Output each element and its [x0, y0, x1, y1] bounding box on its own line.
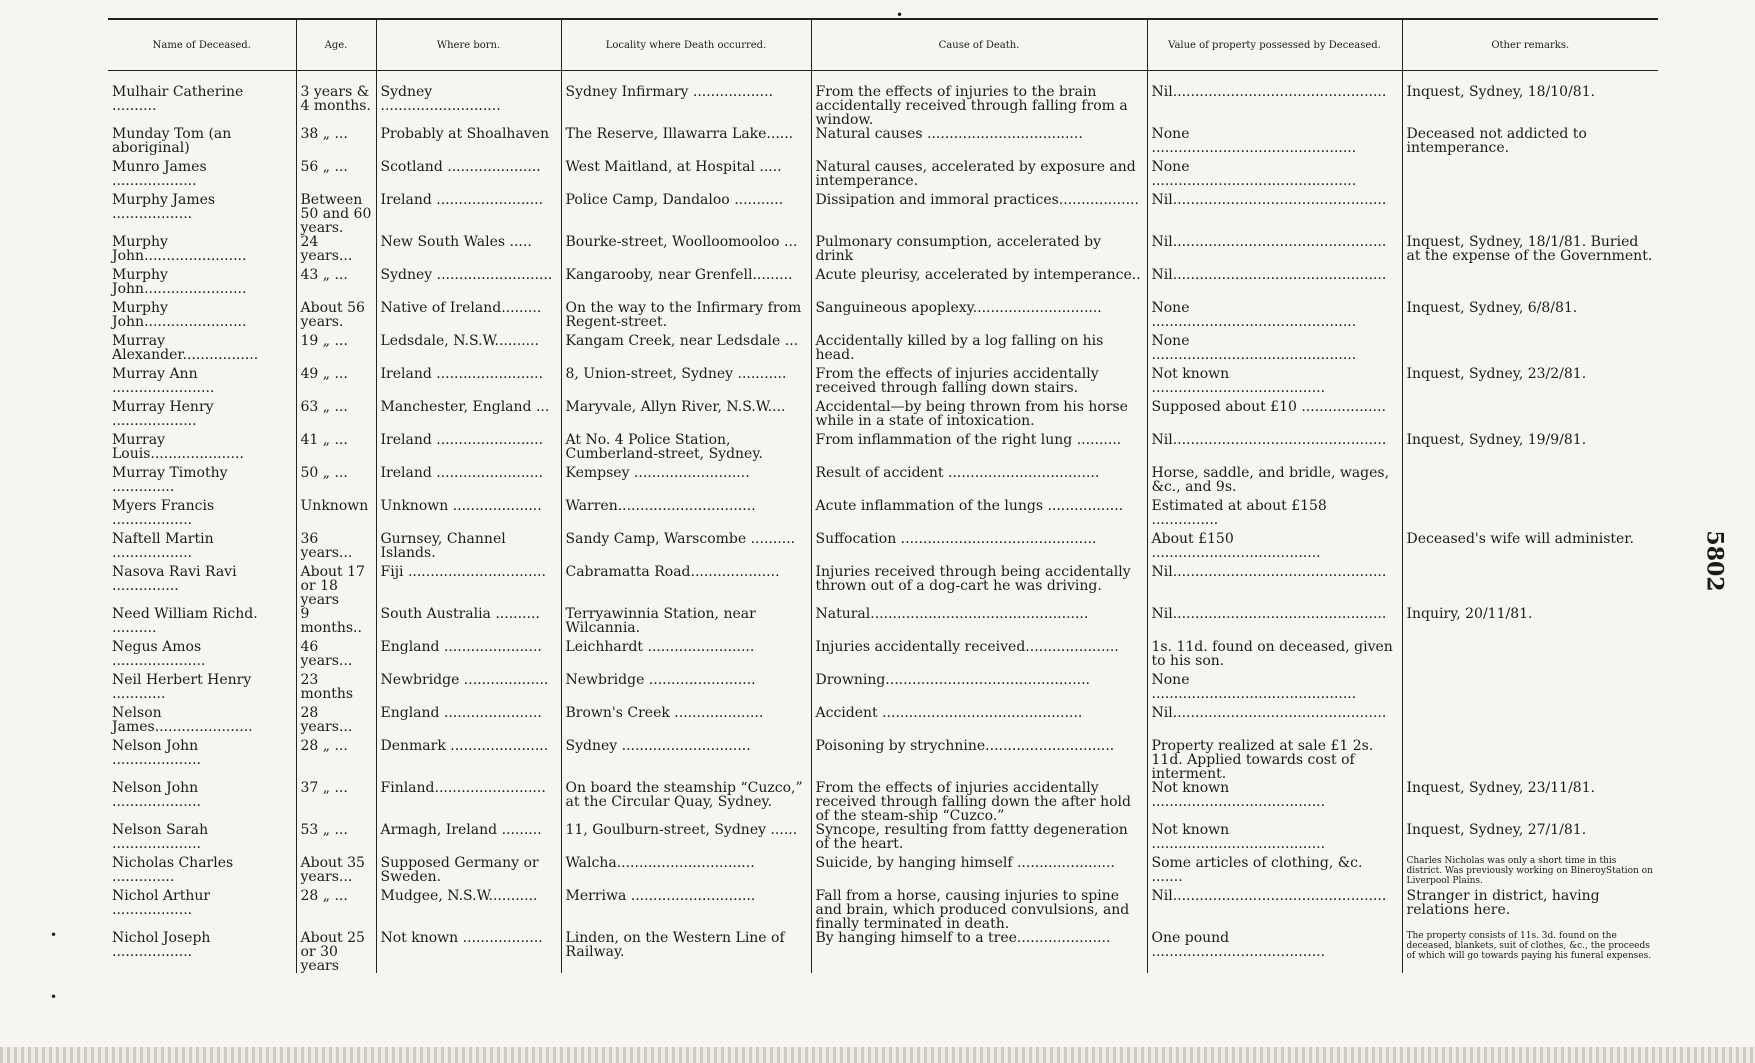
cell-remarks: Inquest, Sydney, 19/9/81. [1402, 433, 1658, 466]
cell-cause: From the effects of injuries to the brain accidentally received through falling from a window. [811, 71, 1147, 128]
cell-remarks [1402, 565, 1658, 607]
cell-age: 53 „ ... [296, 823, 376, 856]
cell-name: Murphy John....................... [112, 235, 247, 264]
page-number: 5802 [1701, 530, 1728, 592]
cell-name: Negus Amos ..................... [112, 640, 206, 669]
cell-name: Mulhair Catherine .......... [112, 84, 244, 114]
cell-locality: Kempsey .......................... [561, 466, 811, 499]
cell-born: Probably at Shoalhaven [376, 127, 561, 160]
cell-property: One pound ....................................... [1147, 931, 1402, 973]
cell-locality: Walcha............................... [561, 856, 811, 889]
cell-locality: Sydney Infirmary .................. [561, 71, 811, 128]
cell-property: Not known ....................................... [1147, 823, 1402, 856]
cell-remarks [1402, 193, 1658, 235]
cell-locality: Newbridge ........................ [561, 673, 811, 706]
cell-cause: Accidental—by being thrown from his horse while in a state of intoxication. [811, 400, 1147, 433]
cell-property: Nil................................................ [1147, 889, 1402, 931]
cell-born: Not known .................. [376, 931, 561, 973]
cell-name: Need William Richd. .......... [112, 607, 258, 636]
cell-remarks [1402, 499, 1658, 532]
cell-property: Nil................................................ [1147, 433, 1402, 466]
table-row [108, 532, 1658, 565]
cell-age: About 25 or 30 years [296, 931, 376, 973]
cell-born: Ireland ........................ [376, 367, 561, 400]
cell-cause: Acute inflammation of the lungs ................. [811, 499, 1147, 532]
cell-cause: Injuries received through being accidentally thrown out of a dog-cart he was driving. [811, 565, 1147, 607]
cell-cause: Injuries accidentally received..................... [811, 640, 1147, 673]
cell-remarks: Inquest, Sydney, 23/11/81. [1402, 781, 1658, 823]
cell-remarks [1402, 466, 1658, 499]
cell-remarks: Inquest, Sydney, 6/8/81. [1402, 301, 1658, 334]
cell-name: Nicholas Charles .............. [112, 856, 234, 885]
cell-cause: Suffocation ............................................ [811, 532, 1147, 565]
header-row [108, 19, 1658, 71]
cell-name: Murray Henry ................... [112, 400, 214, 429]
cell-born: Ireland ........................ [376, 433, 561, 466]
ink-mark: • [896, 8, 904, 22]
cell-locality: Police Camp, Dandaloo ........... [561, 193, 811, 235]
cell-age: 43 „ ... [296, 268, 376, 301]
cell-locality: 11, Goulburn-street, Sydney ...... [561, 823, 811, 856]
table-row [108, 499, 1658, 532]
cell-remarks [1402, 334, 1658, 367]
cell-cause: From the effects of injuries accidentally received through falling down stairs. [811, 367, 1147, 400]
cell-cause: Fall from a horse, causing injuries to spine and brain, which produced convulsions, and finally terminated in death. [811, 889, 1147, 931]
cell-remarks: Inquest, Sydney, 18/10/81. [1402, 71, 1658, 128]
table-row [108, 640, 1658, 673]
cell-born: Native of Ireland......... [376, 301, 561, 334]
cell-property: None .............................................. [1147, 334, 1402, 367]
cell-property: Property realized at sale £1 2s. 11d. Applied towards cost of interment. [1147, 739, 1402, 781]
cell-born: England ...................... [376, 706, 561, 739]
cell-name: Nichol Arthur .................. [112, 889, 211, 918]
cell-age: 19 „ ... [296, 334, 376, 367]
cell-age: 56 „ ... [296, 160, 376, 193]
cell-name: Murray Louis..................... [112, 433, 244, 462]
table-row [108, 931, 1658, 973]
cell-age: 63 „ ... [296, 400, 376, 433]
cell-locality: West Maitland, at Hospital ..... [561, 160, 811, 193]
table-row [108, 706, 1658, 739]
cell-locality: Terryawinnia Station, near Wilcannia. [561, 607, 811, 640]
cell-locality: Cabramatta Road.................... [561, 565, 811, 607]
cell-age: 28 „ ... [296, 889, 376, 931]
cell-age: 36 years... [296, 532, 376, 565]
cell-name: Nichol Joseph .................. [112, 931, 211, 960]
cell-age: 50 „ ... [296, 466, 376, 499]
cell-cause: Suicide, by hanging himself ...................... [811, 856, 1147, 889]
cell-remarks [1402, 673, 1658, 706]
cell-cause: By hanging himself to a tree..................... [811, 931, 1147, 973]
cell-property: None .............................................. [1147, 301, 1402, 334]
cell-cause: Natural causes ................................... [811, 127, 1147, 160]
cell-name: Neil Herbert Henry ............ [112, 673, 252, 702]
margin-dot: • [50, 990, 58, 1004]
cell-remarks: Deceased not addicted to intemperance. [1402, 127, 1658, 160]
cell-locality: 8, Union-street, Sydney ........... [561, 367, 811, 400]
cell-born: New South Wales ..... [376, 235, 561, 268]
cell-locality: Merriwa ............................ [561, 889, 811, 931]
cell-age: 3 years & 4 months. [296, 71, 376, 128]
cell-name: Nasova Ravi Ravi ............... [112, 565, 237, 594]
cell-cause: Pulmonary consumption, accelerated by drink [811, 235, 1147, 268]
table-row [108, 235, 1658, 268]
cell-locality: Linden, on the Western Line of Railway. [561, 931, 811, 973]
cell-born: South Australia .......... [376, 607, 561, 640]
cell-cause: Acute pleurisy, accelerated by intemperance.. [811, 268, 1147, 301]
cell-locality: Maryvale, Allyn River, N.S.W.... [561, 400, 811, 433]
cell-property: Not known ....................................... [1147, 367, 1402, 400]
cell-age: About 17 or 18 years [296, 565, 376, 607]
cell-property: Nil................................................ [1147, 71, 1402, 128]
cell-property: Not known ....................................... [1147, 781, 1402, 823]
table-row [108, 127, 1658, 160]
cell-age: Between 50 and 60 years. [296, 193, 376, 235]
table-row [108, 193, 1658, 235]
cell-property: Nil................................................ [1147, 706, 1402, 739]
cell-cause: Natural causes, accelerated by exposure and intemperance. [811, 160, 1147, 193]
cell-age: 28 years... [296, 706, 376, 739]
cell-age: 46 years... [296, 640, 376, 673]
col-header-cause: Cause of Death. [811, 19, 1147, 71]
cell-cause: From inflammation of the right lung .......... [811, 433, 1147, 466]
cell-born: Armagh, Ireland ......... [376, 823, 561, 856]
cell-born: Ireland ........................ [376, 466, 561, 499]
table-row [108, 367, 1658, 400]
cell-property: Nil................................................ [1147, 235, 1402, 268]
cell-born: Sydney .......................... [376, 268, 561, 301]
cell-cause: Drowning.............................................. [811, 673, 1147, 706]
cell-born: Ledsdale, N.S.W.......... [376, 334, 561, 367]
cell-property: Nil................................................ [1147, 565, 1402, 607]
cell-property: 1s. 11d. found on deceased, given to his son. [1147, 640, 1402, 673]
cell-name: Murray Ann ....................... [112, 367, 215, 396]
cell-age: 37 „ ... [296, 781, 376, 823]
cell-locality: On board the steamship “Cuzco,” at the Circular Quay, Sydney. [561, 781, 811, 823]
cell-born: Fiji ............................... [376, 565, 561, 607]
cell-property: Estimated at about £158 ............... [1147, 499, 1402, 532]
cell-remarks: Deceased's wife will administer. [1402, 532, 1658, 565]
cell-cause: Accidentally killed by a log falling on his head. [811, 334, 1147, 367]
cell-remarks: Inquiry, 20/11/81. [1402, 607, 1658, 640]
cell-cause: Sanguineous apoplexy............................. [811, 301, 1147, 334]
cell-locality: Brown's Creek .................... [561, 706, 811, 739]
cell-property: Nil................................................ [1147, 193, 1402, 235]
cell-cause: Accident ............................................. [811, 706, 1147, 739]
cell-name: Myers Francis .................. [112, 499, 215, 528]
cell-age: 49 „ ... [296, 367, 376, 400]
cell-remarks: The property consists of 11s. 3d. found on the deceased, blankets, suit of clothes, &c., the proceeds of which will go towards paying his funeral expenses. [1402, 931, 1658, 973]
cell-cause: Result of accident .................................. [811, 466, 1147, 499]
cell-born: England ...................... [376, 640, 561, 673]
cell-remarks [1402, 268, 1658, 301]
cell-property: Nil................................................ [1147, 268, 1402, 301]
cell-locality: Bourke-street, Woolloomooloo ... [561, 235, 811, 268]
cell-remarks: Inquest, Sydney, 23/2/81. [1402, 367, 1658, 400]
cell-born: Scotland ..................... [376, 160, 561, 193]
cell-name: Murphy John....................... [112, 268, 247, 297]
cell-locality: Warren............................... [561, 499, 811, 532]
table-row [108, 856, 1658, 889]
cell-cause: Poisoning by strychnine............................. [811, 739, 1147, 781]
cell-property: None .............................................. [1147, 127, 1402, 160]
cell-name: Murray Timothy .............. [112, 466, 228, 495]
table-row [108, 71, 1658, 128]
cell-remarks: Charles Nicholas was only a short time in this district. Was previously working on BineroyStation on Liverpool Plains. [1402, 856, 1658, 889]
cell-name: Nelson James...................... [112, 706, 253, 735]
cell-locality: Kangam Creek, near Ledsdale ... [561, 334, 811, 367]
cell-locality: Sydney ............................. [561, 739, 811, 781]
cell-remarks [1402, 400, 1658, 433]
cell-age: 24 years... [296, 235, 376, 268]
cell-property: None .............................................. [1147, 160, 1402, 193]
cell-locality: Kangarooby, near Grenfell......... [561, 268, 811, 301]
cell-remarks: Inquest, Sydney, 18/1/81. Buried at the expense of the Government. [1402, 235, 1658, 268]
cell-remarks [1402, 739, 1658, 781]
cell-locality: Sandy Camp, Warscombe .......... [561, 532, 811, 565]
cell-born: Unknown .................... [376, 499, 561, 532]
table-row [108, 607, 1658, 640]
cell-born: Denmark ...................... [376, 739, 561, 781]
cell-born: Ireland ........................ [376, 193, 561, 235]
cell-born: Newbridge ................... [376, 673, 561, 706]
cell-age: About 35 years... [296, 856, 376, 889]
cell-property: About £150 ...................................... [1147, 532, 1402, 565]
col-header-age: Age. [296, 19, 376, 71]
cell-cause: From the effects of injuries accidentally received through falling down the after hold of the steam-ship “Cuzco.” [811, 781, 1147, 823]
cell-name: Munday Tom (an aboriginal) [112, 127, 232, 156]
cell-remarks: Inquest, Sydney, 27/1/81. [1402, 823, 1658, 856]
table-row [108, 160, 1658, 193]
scanned-page-edge [0, 1047, 1755, 1063]
cell-cause: Syncope, resulting from fattty degeneration of the heart. [811, 823, 1147, 856]
cell-age: 41 „ ... [296, 433, 376, 466]
col-header-born: Where born. [376, 19, 561, 71]
cell-locality: At No. 4 Police Station, Cumberland-street, Sydney. [561, 433, 811, 466]
table-row [108, 400, 1658, 433]
table-row [108, 268, 1658, 301]
cell-age: About 56 years. [296, 301, 376, 334]
cell-remarks: Stranger in district, having relations here. [1402, 889, 1658, 931]
table-row [108, 466, 1658, 499]
table-row [108, 781, 1658, 823]
cell-remarks [1402, 160, 1658, 193]
table-row [108, 565, 1658, 607]
cell-born: Mudgee, N.S.W........... [376, 889, 561, 931]
cell-born: Finland......................... [376, 781, 561, 823]
cell-age: Unknown [296, 499, 376, 532]
cell-age: 23 months [296, 673, 376, 706]
cell-property: Nil................................................ [1147, 607, 1402, 640]
cell-locality: On the way to the Infirmary from Regent-street. [561, 301, 811, 334]
col-header-locality: Locality where Death occurred. [561, 19, 811, 71]
table-row [108, 334, 1658, 367]
cell-property: Some articles of clothing, &c. ....... [1147, 856, 1402, 889]
table-row [108, 739, 1658, 781]
cell-name: Nelson John .................... [112, 739, 202, 768]
cell-born: Sydney ........................... [376, 71, 561, 128]
col-header-property: Value of property possessed by Deceased. [1147, 19, 1402, 71]
table-row [108, 433, 1658, 466]
cell-name: Murray Alexander................. [112, 334, 259, 363]
cell-name: Murphy James .................. [112, 193, 216, 222]
cell-age: 38 „ ... [296, 127, 376, 160]
cell-name: Murphy John....................... [112, 301, 247, 330]
table-row [108, 823, 1658, 856]
table-row [108, 889, 1658, 931]
table-row [108, 673, 1658, 706]
cell-born: Gurnsey, Channel Islands. [376, 532, 561, 565]
cell-age: 28 „ ... [296, 739, 376, 781]
cell-cause: Natural................................................. [811, 607, 1147, 640]
cell-born: Supposed Germany or Sweden. [376, 856, 561, 889]
cell-age: 9 months.. [296, 607, 376, 640]
cell-name: Nelson John .................... [112, 781, 202, 810]
cell-property: Horse, saddle, and bridle, wages, &c., and 9s. [1147, 466, 1402, 499]
cell-property: Supposed about £10 ................... [1147, 400, 1402, 433]
cell-locality: Leichhardt ........................ [561, 640, 811, 673]
margin-dot: • [50, 928, 58, 942]
col-header-remarks: Other remarks. [1402, 19, 1658, 71]
cell-name: Munro James ................... [112, 160, 207, 189]
cell-cause: Dissipation and immoral practices.................. [811, 193, 1147, 235]
cell-remarks [1402, 706, 1658, 739]
col-header-name: Name of Deceased. [108, 19, 296, 71]
cell-name: Naftell Martin .................. [112, 532, 214, 561]
cell-born: Manchester, England ... [376, 400, 561, 433]
cell-locality: The Reserve, Illawarra Lake...... [561, 127, 811, 160]
table-row [108, 301, 1658, 334]
cell-property: None .............................................. [1147, 673, 1402, 706]
cell-name: Nelson Sarah .................... [112, 823, 209, 852]
cell-remarks [1402, 640, 1658, 673]
deaths-register-table [108, 18, 1658, 973]
